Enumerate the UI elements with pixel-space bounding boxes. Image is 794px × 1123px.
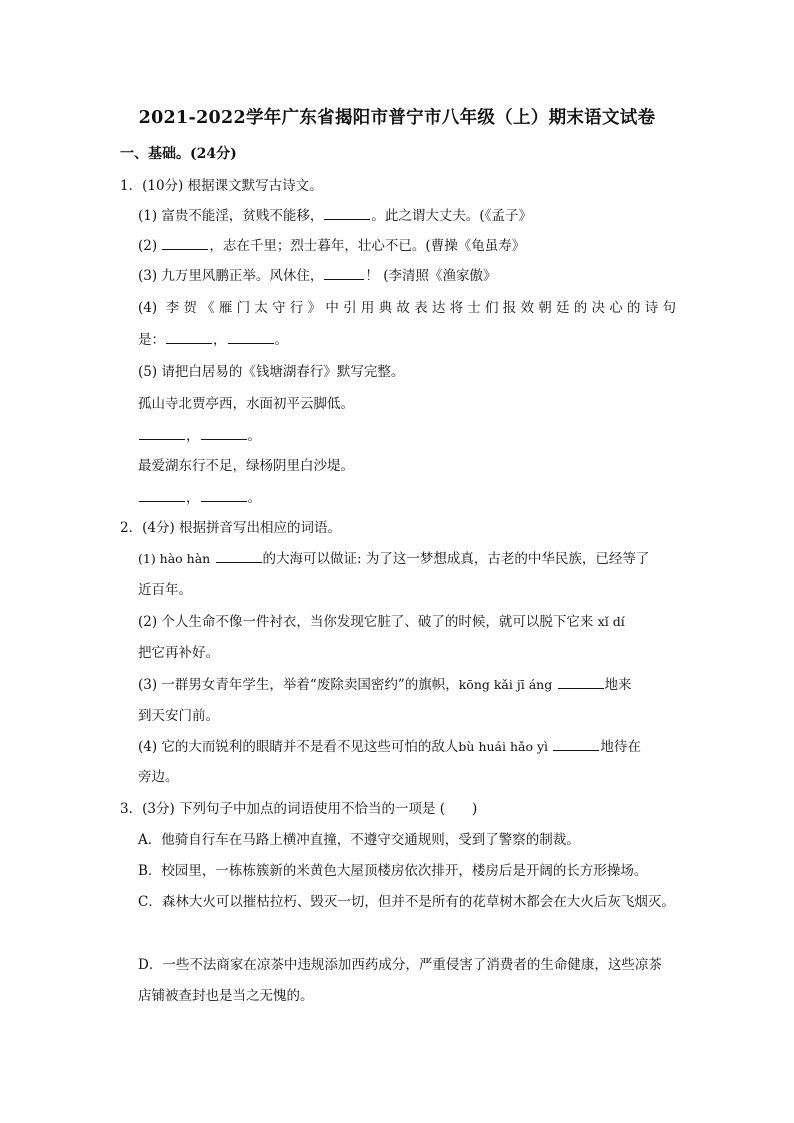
q1-item-3 <box>138 266 496 286</box>
q2-item-3-pinyin: kōng kǎi jī áng <box>458 677 553 692</box>
q2-item-4-text: (4) 它的大而锐利的眼睛并不是看不见这些可怕的敌人 <box>138 739 459 755</box>
q2-item-3-text: (3) 一群男女青年学生，举着“废除卖国密约”的旗帜， <box>138 677 459 693</box>
period: 。 <box>247 490 261 506</box>
poem-line-2: 最爱湖东行不足，绿杨阴里白沙堤。 <box>138 458 354 474</box>
poem-line-1: 孤山寺北贾亭西，水面初平云脚低。 <box>138 396 354 412</box>
comma: ， <box>186 490 200 506</box>
answer-blank[interactable] <box>201 427 247 440</box>
q1-item-1 <box>138 206 532 226</box>
q2-item-2-pinyin: xǐ dí <box>597 614 625 629</box>
option-d-cont: 店铺被查封也是当之无愧的。 <box>138 988 314 1004</box>
comma: ， <box>186 428 200 444</box>
q1-item-2-text-b: ，志在千里；烈士暮年，壮心不已。(曹操《龟虽寿》 <box>209 238 526 254</box>
q1-item-1-text-a: (1) 富贵不能淫，贫贱不能移， <box>138 208 324 224</box>
answer-blank[interactable] <box>166 331 212 344</box>
option-c[interactable]: C．森林大火可以摧枯拉朽、毁灭一切，但并不是所有的花草树木都会在大火后灰飞烟灭。 <box>138 894 675 910</box>
q2-item-3-text-b: 地来 <box>604 677 632 693</box>
q1-item-1-text-b: 。此之谓大丈夫。(《孟子》 <box>371 208 532 224</box>
question-3-stem: 3．(3分) 下列句子中加点的词语使用不恰当的一项是 ( ) <box>120 801 478 817</box>
answer-blank[interactable] <box>216 550 262 563</box>
q2-item-2-text: (2) 个人生命不像一件衬衣，当你发现它脏了、破了的时候，就可以脱下它来 <box>138 614 594 630</box>
answer-blank[interactable] <box>139 489 185 502</box>
page-title: 2021-2022学年广东省揭阳市普宁市八年级（上）期末语文试卷 <box>138 108 656 128</box>
poem-blank-line-1 <box>138 426 261 446</box>
q2-item-1-pinyin: (1) hào hàn <box>138 551 211 566</box>
answer-blank[interactable] <box>324 207 370 220</box>
q1-item-5: (5) 请把白居易的《钱塘湖春行》默写完整。 <box>138 364 405 380</box>
q2-item-1-cont: 近百年。 <box>138 582 192 598</box>
answer-blank[interactable] <box>228 331 274 344</box>
question-1-stem: 1．(10分) 根据课文默写古诗文。 <box>120 178 323 194</box>
q2-item-4-cont: 旁边。 <box>138 769 179 785</box>
q2-item-1-text: 的大海可以做证: 为了这一梦想成真，古老的中华民族，已经等了 <box>262 551 650 567</box>
answer-blank[interactable] <box>139 427 185 440</box>
comma: ， <box>213 332 227 348</box>
q2-item-2 <box>138 612 625 632</box>
poem-blank-line-2 <box>138 488 261 508</box>
q2-item-4 <box>138 737 641 757</box>
q1-item-3-text-a: (3) 九万里风鹏正举。风休住， <box>138 268 324 284</box>
q2-item-4-text-b: 地待在 <box>600 739 641 755</box>
period: 。 <box>274 332 288 348</box>
answer-blank[interactable] <box>162 237 208 250</box>
option-a[interactable]: A．他骑自行车在马路上横冲直撞，不遵守交通规则，受到了警察的制裁。 <box>138 832 580 848</box>
q1-item-4-text-b: 是： <box>138 332 165 348</box>
q2-item-1 <box>138 549 649 569</box>
q1-item-4: (4) 李贺《雁门太守行》中引用典故表达将士们报效朝廷的决心的诗句 <box>138 300 676 316</box>
q1-item-3-text-b: ！ (李清照《渔家傲》 <box>365 268 497 284</box>
q2-item-4-pinyin: bù huái hǎo yì <box>458 739 549 754</box>
q2-item-2-cont: 把它再补好。 <box>138 645 219 661</box>
q1-item-2-text-a: (2) <box>138 238 158 254</box>
period: 。 <box>247 428 261 444</box>
answer-blank[interactable] <box>553 738 599 751</box>
q2-item-3-cont: 到天安门前。 <box>138 708 219 724</box>
answer-blank[interactable] <box>324 267 364 280</box>
q2-item-3 <box>138 675 632 695</box>
q1-item-4-answer <box>138 330 288 350</box>
section-heading: 一、基础。(24分) <box>120 146 237 162</box>
answer-blank[interactable] <box>558 676 604 689</box>
answer-blank[interactable] <box>201 489 247 502</box>
option-d[interactable]: D．一些不法商家在凉茶中违规添加西药成分，严重侵害了消费者的生命健康，这些凉茶 <box>138 957 662 973</box>
question-2-stem: 2．(4分) 根据拼音写出相应的词语。 <box>120 520 342 536</box>
option-b[interactable]: B．校园里，一栋栋簇新的米黄色大屋顶楼房依次排开，楼房后是开阔的长方形操场。 <box>138 863 648 879</box>
q1-item-2 <box>138 236 525 256</box>
